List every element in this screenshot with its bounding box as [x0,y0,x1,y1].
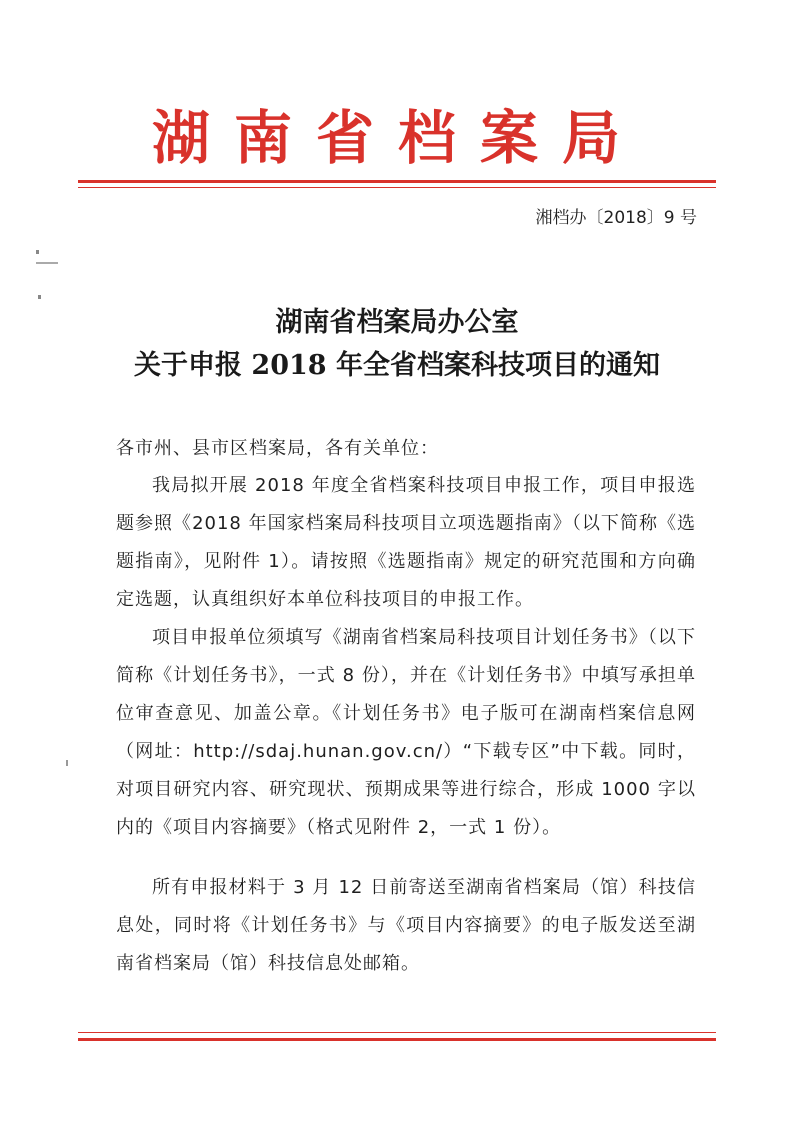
notice-title-line-1: 湖南省档案局办公室 [275,307,519,338]
body-paragraph-2: 项目申报单位须填写《湖南省档案局科技项目计划任务书》（以下简称《计划任务书》，一式 8 份），并在《计划任务书》中填写承担单位审查意见、加盖公章。《计划任务书》电子版可在湖南档案信息网（网址：http://sdaj.hunan.gov.cn/）“下载专区”中下载。同时，对项目研究内容、研究现状、预期成果等进行综合，形成 1000 字以内的《项目内容摘要》（格式见附件 2，一式 1 份）。 [116,627,696,838]
body-paragraph-3: 所有申报材料于 3 月 12 日前寄送至湖南省档案局（馆）科技信息处，同时将《计划任务书》与《项目内容摘要》的电子版发送至湖南省档案局（馆）科技信息处邮箱。 [116,877,696,974]
letterhead-rule-thick [78,180,716,183]
letterhead-org-name: 湖南省档案局 [151,104,644,172]
scan-artifact [38,295,41,299]
salutation: 各市州、县市区档案局，各有关单位： [116,438,439,459]
scan-artifact [36,250,39,254]
notice-title-line-2: 关于申报 2018 年全省档案科技项目的通知 [134,350,660,381]
body-paragraph-1: 我局拟开展 2018 年度全省档案科技项目申报工作，项目申报选题参照《2018 年国家档案局科技项目立项选题指南》（以下简称《选题指南》，见附件 1）。请按照《选题指南》规定的研究范围和方向确定选题，认真组织好本单位科技项目的申报工作。 [116,475,696,610]
scan-artifact [66,760,68,766]
footer-rule-thick [78,1038,716,1041]
letterhead-rule-thin [78,187,716,188]
scan-artifact [36,262,58,264]
document-number: 湘档办〔2018〕9 号 [535,208,697,228]
footer-rule-thin [78,1032,716,1033]
